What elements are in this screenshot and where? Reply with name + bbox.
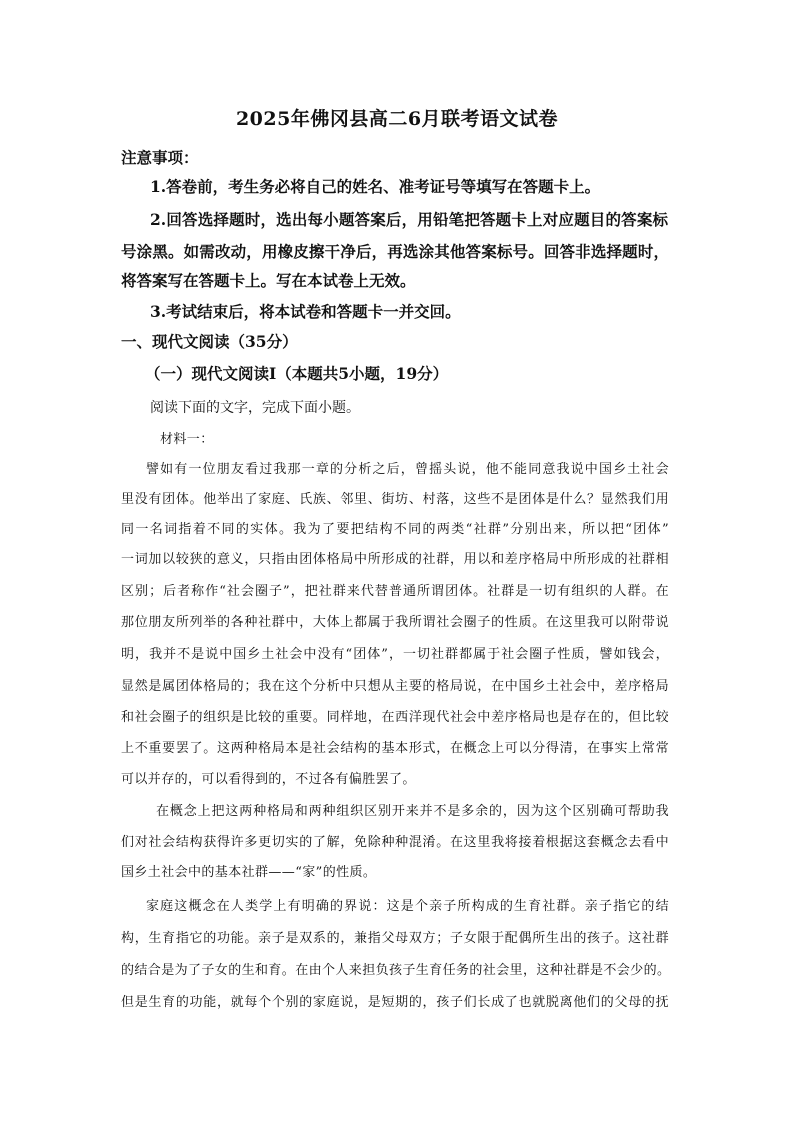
paragraph-line: 可以并存的，可以看得到的，不过各有偏胜罢了。	[121, 772, 416, 787]
notice-item-3: 3.考试结束后，将本试卷和答题卡一并交回。	[150, 302, 461, 321]
paragraph-line: 在概念上把这两种格局和两种组织区别开来并不是多余的，因为这个区别确可帮助我	[156, 804, 669, 819]
paragraph-line: 譬如有一位朋友看过我那一章的分析之后，曾摇头说，他不能同意我说中国乡土社会	[146, 462, 669, 477]
paragraph-line: 那位朋友所列举的各种社群中，大体上都属于我所谓社会圈子的性质。在这里我可以附带说	[121, 615, 669, 630]
paragraph-line: 国乡土社会中的基本社群——“家”的性质。	[121, 865, 377, 880]
material-label: 材料一：	[160, 432, 214, 447]
paragraph-line: 家庭这概念在人类学上有明确的界说：这是个亲子所构成的生育社群。亲子指它的结	[146, 899, 669, 914]
notice-item-2-line-3: 将答案写在答题卡上。写在本试卷上无效。	[121, 271, 416, 290]
notice-heading: 注意事项：	[121, 148, 199, 167]
paragraph-line: 的结合是为了子女的生和育。在由个人来担负孩子生育任务的社会里，这种社群是不会少的。	[121, 963, 671, 978]
notice-item-2-line-1: 2.回答选择题时，选出每小题答案后，用铅笔把答题卡上对应题目的答案标	[150, 210, 668, 229]
paragraph-line: 们对社会结构获得许多更切实的了解，免除种种混淆。在这里我将接着根据这套概念去看中	[121, 835, 669, 850]
paragraph-line: 一词加以较狭的意义，只指由团体格局中所形成的社群，用以和差序格局中所形成的社群相	[121, 552, 669, 567]
paragraph-line: 里没有团体。他举出了家庭、氏族、邻里、街坊、村落，这些不是团体是什么？显然我们用	[121, 492, 669, 507]
notice-item-2-line-2: 号涂黑。如需改动，用橡皮擦干净后，再选涂其他答案标号。回答非选择题时，	[121, 242, 669, 261]
page-title: 2025年佛冈县高二6月联考语文试卷	[235, 108, 559, 130]
instruction-text: 阅读下面的文字，完成下面小题。	[150, 400, 360, 416]
paragraph-line: 和社会圈子的组织是比较的重要。同样地，在西洋现代社会中差序格局也是存在的，但比较	[121, 710, 669, 725]
paragraph-line: 构，生育指它的功能。亲子是双系的，兼指父母双方；子女限于配偶所生出的孩子。这社群	[121, 931, 669, 946]
paragraph-line: 区别；后者称作“社会圈子”，把社群来代替普通所谓团体。社群是一切有组织的人群。在	[121, 584, 669, 599]
paragraph-line: 显然是属团体格局的；我在这个分析中只想从主要的格局说，在中国乡土社会中，差序格局	[121, 679, 669, 694]
paragraph-line: 上不重要罢了。这两种格局本是社会结构的基本形式，在概念上可以分得清，在事实上常常	[121, 741, 669, 756]
paragraph-line: 同一名词指着不同的实体。我为了要把结构不同的两类“社群”分别出来，所以把“团体”	[121, 522, 669, 537]
paragraph-line: 但是生育的功能，就每个个别的家庭说，是短期的，孩子们长成了也就脱离他们的父母的抚	[121, 995, 669, 1010]
paragraph-line: 明，我并不是说中国乡土社会中没有“团体”，一切社群都属于社会圈子性质，譬如钱会，	[121, 647, 669, 662]
section-heading: 一、现代文阅读（35分）	[121, 332, 298, 351]
notice-item-1: 1.答卷前，考生务必将自己的姓名、准考证号等填写在答题卡上。	[150, 177, 601, 196]
subsection-heading: （一）现代文阅读Ⅰ（本题共5小题，19分）	[145, 364, 449, 383]
